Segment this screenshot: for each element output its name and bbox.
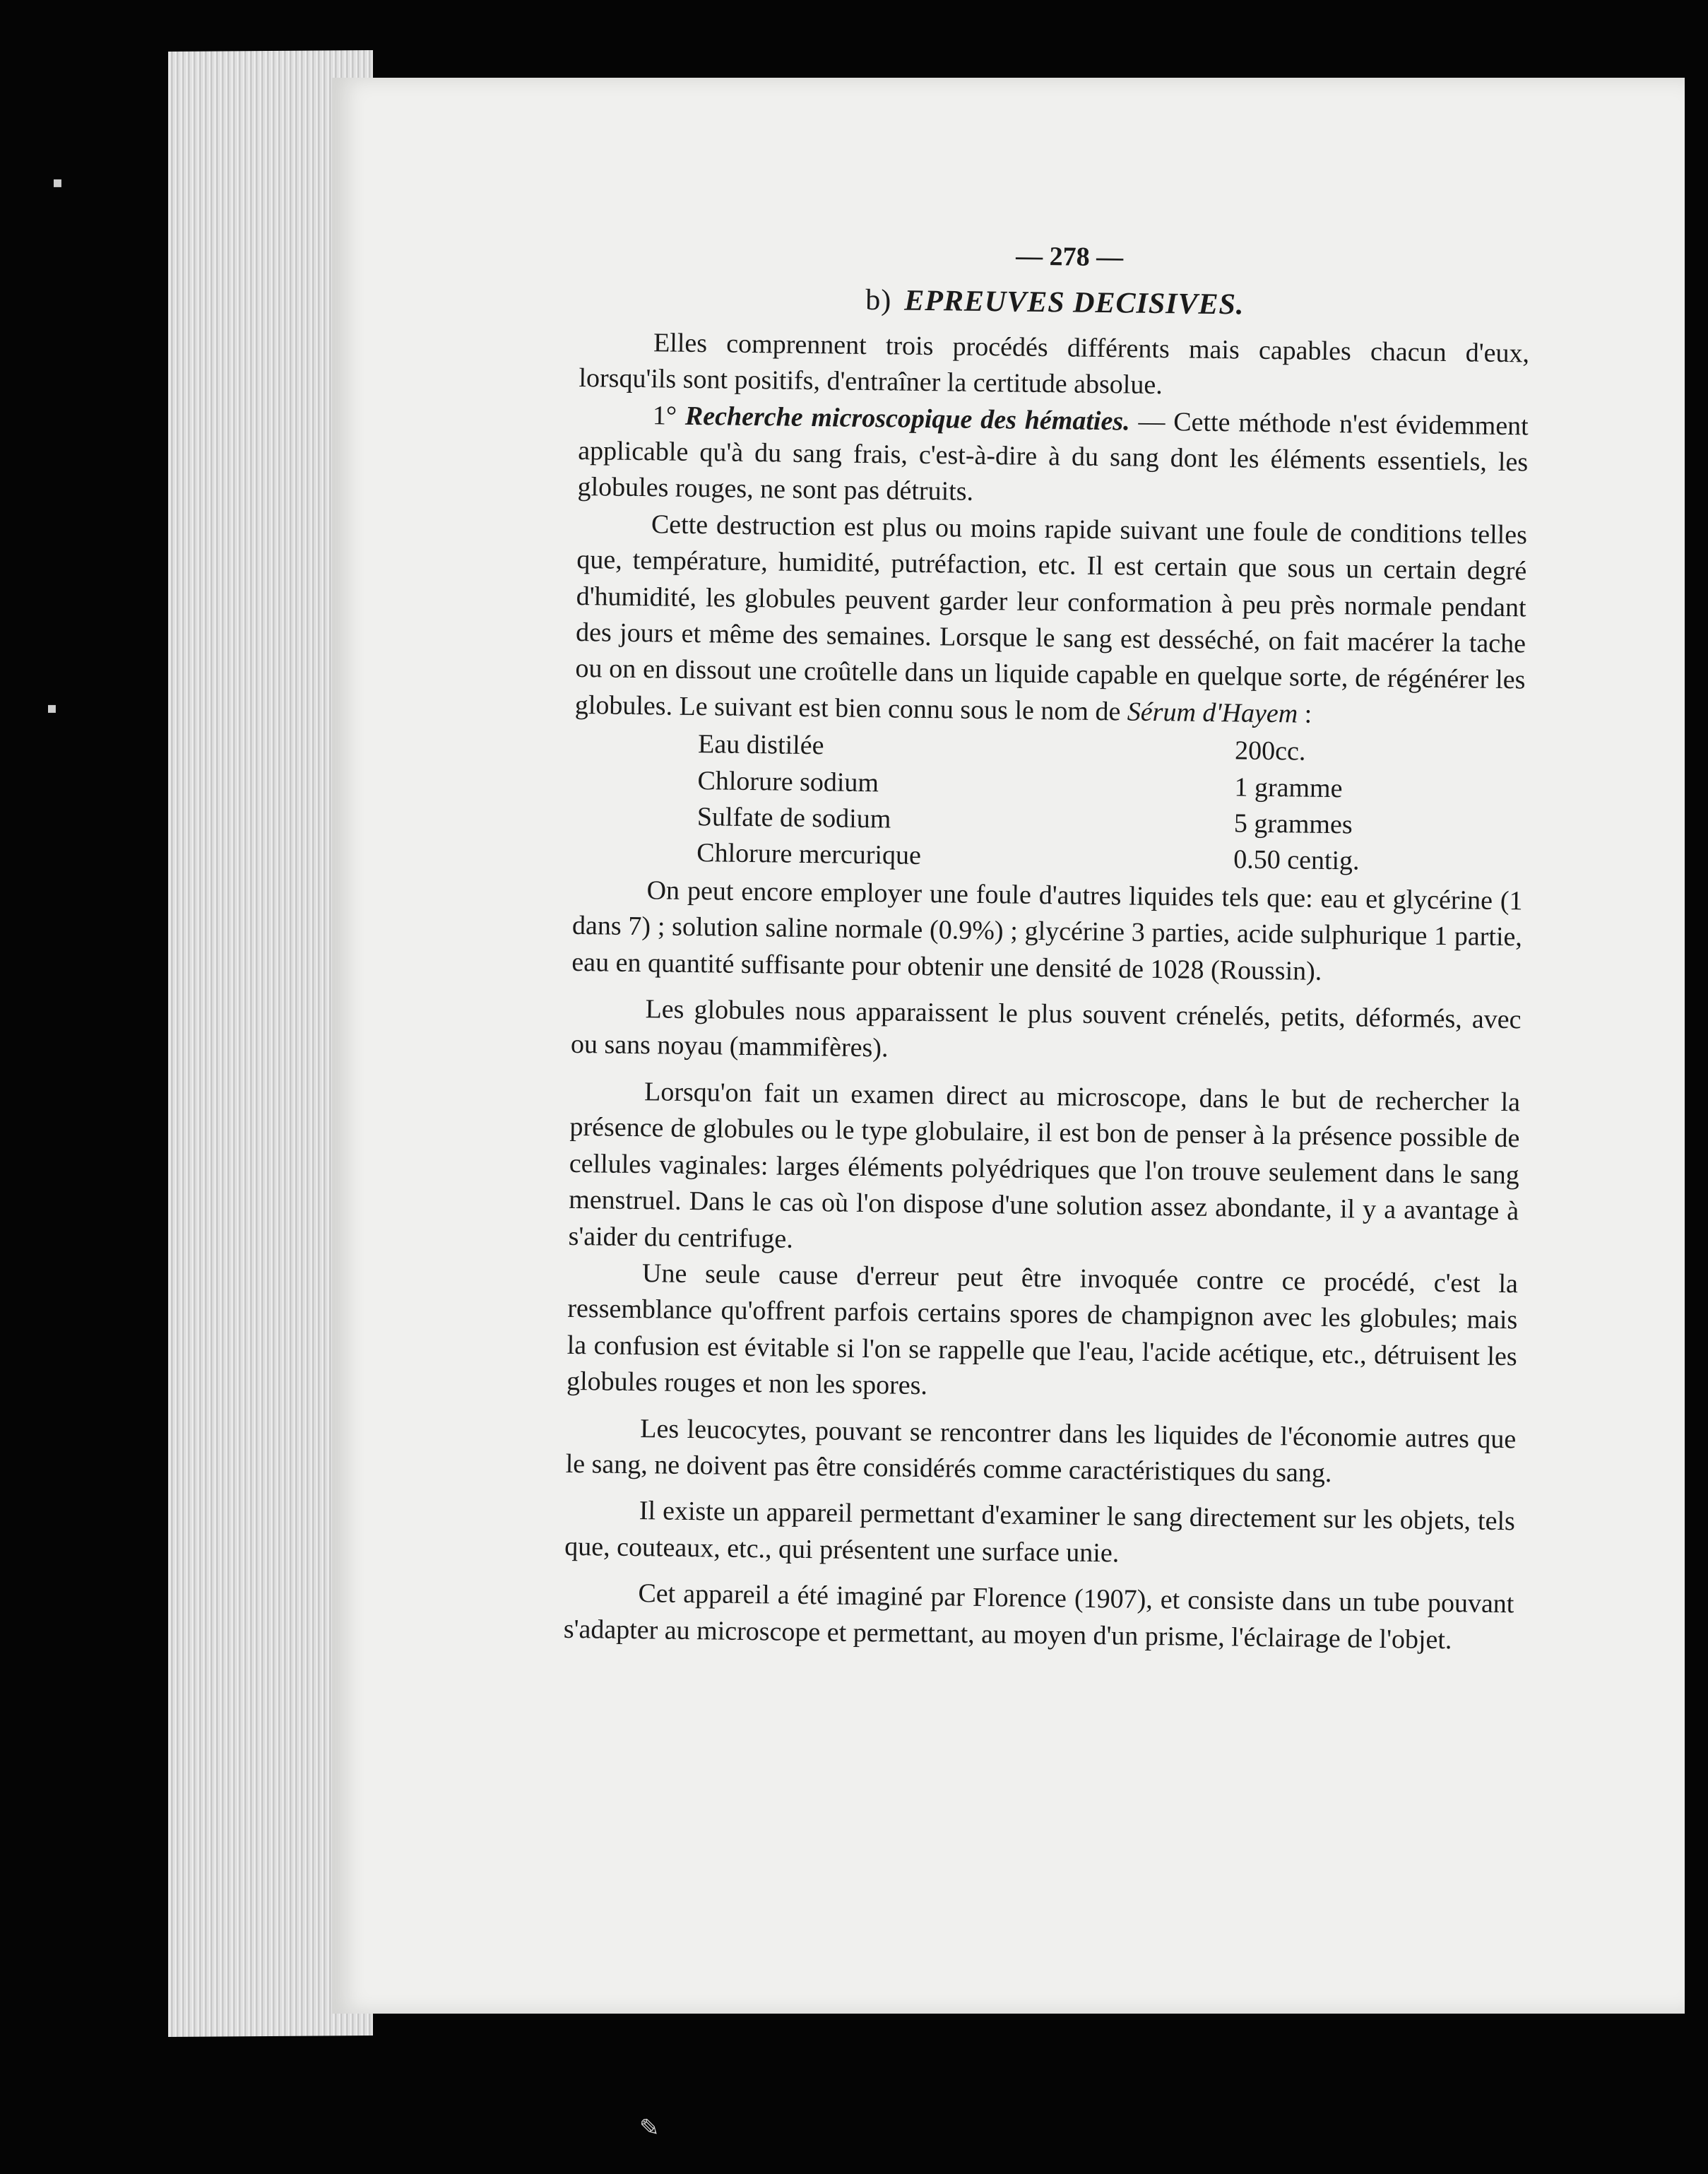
section-title-text: EPREUVES DECISIVES.: [903, 285, 1245, 321]
formula-quantity: 1 gramme: [1234, 772, 1343, 803]
serum-name: Sérum d'Hayem: [1127, 697, 1298, 729]
method-paragraph: [577, 397, 1529, 518]
section-letter: b): [865, 284, 892, 317]
section-title: [580, 279, 1531, 327]
formula-ingredient: Chlorure sodium: [697, 765, 879, 798]
page-text: [564, 233, 1531, 1659]
body-paragraph: Lorsqu'on fait un examen direct au microscope, dans le but de rechercher la présence de globules ou le type globulaire, il est bon de penser à la présence possible de cellules vaginales: larges éléments polyédriques que l'on trouve seulement dans le sang menstruel. Dans le cas où l'on dispose d'une solution assez abondante, il y a avantage à s'aider du centrifuge.: [568, 1077, 1521, 1254]
intro-paragraph: Elles comprennent trois procédés différents mais capables chacun d'eux, lorsqu'ils sont positifs, d'entraîner la certitude absolue.: [579, 328, 1530, 401]
formula-quantity: 0.50 centig.: [1233, 844, 1360, 876]
formula-ingredient: Eau distilée: [697, 729, 824, 761]
destruction-paragraph: [575, 506, 1528, 736]
method-number: 1°: [652, 400, 677, 431]
formula-quantity: 5 grammes: [1233, 808, 1353, 840]
formula-ingredient: Chlorure mercurique: [696, 838, 922, 871]
method-heading: Recherche microscopique des hématies.: [684, 401, 1130, 437]
body-paragraph: Il existe un appareil permettant d'examiner le sang directement sur les objets, tels que, couteaux, etc., qui présentent une surface unie.: [564, 1496, 1516, 1569]
body-paragraph: Une seule cause d'erreur peut être invoquée contre ce procédé, c'est la ressemblance qu'offrent parfois certains spores de champignon avec les globules; mais la confusion est évitable si l'on se rappelle que l'eau, l'acide acétique, etc., détruisent les globules rouges et non les spores.: [566, 1258, 1519, 1401]
body-paragraph: Les globules nous apparaissent le plus souvent crénelés, petits, déformés, avec ou sans noyau (mammifères).: [570, 994, 1522, 1063]
scan-artifact: ▪: [47, 699, 57, 717]
body-paragraph: Les leucocytes, pouvant se rencontrer dans les liquides de l'économie autres que le sang, ne doivent pas être considérés comme caractéristiques du sang.: [565, 1413, 1517, 1489]
body-paragraph: Cet appareil a été imaginé par Florence (1907), et consiste dans un tube pouvant s'adapter au microscope et permettant, au moyen d'un prisme, l'éclairage de l'objet.: [563, 1578, 1514, 1655]
body-paragraph: On peut encore employer une foule d'autres liquides tels que: eau et glycérine (1 dans 7) ; solution saline normale (0.9%) ; glycérine 3 parties, acide sulphurique 1 partie, eau en quantité suffisante pour obtenir une densité de 1028 (Roussin).: [571, 875, 1523, 986]
destruction-text: Cette destruction est plus ou moins rapide suivant une foule de conditions telles que, température, humidité, putréfaction, etc. Il est certain que sous un certain degré d'humidité, les globules peuvent garder leur conformation à peu près normale pendant des jours et même des semaines. Lorsque le sang est desséché, on fait macérer la tache ou on en dissout une croûtelle dans un liquide capable en quelque sorte, de régénérer les globules. Le suivant est bien connu sous le nom de: [574, 509, 1528, 727]
formula-quantity: 200cc.: [1234, 736, 1306, 767]
page-number: — 278 —: [1015, 241, 1124, 273]
scan-artifact: ✎: [639, 2114, 660, 2142]
formula-row: [696, 836, 1404, 881]
destruction-after: :: [1297, 699, 1312, 729]
formula-ingredient: Sulfate de sodium: [696, 802, 891, 834]
scan-artifact: ▪: [52, 174, 63, 191]
serum-formula: [696, 726, 1404, 880]
method-text: — Cette méthode n'est évidemment applicable qu'à du sang frais, c'est-à-dire à du sang dont les éléments essentiels, les globules rouges, ne sont pas détruits.: [577, 406, 1529, 507]
